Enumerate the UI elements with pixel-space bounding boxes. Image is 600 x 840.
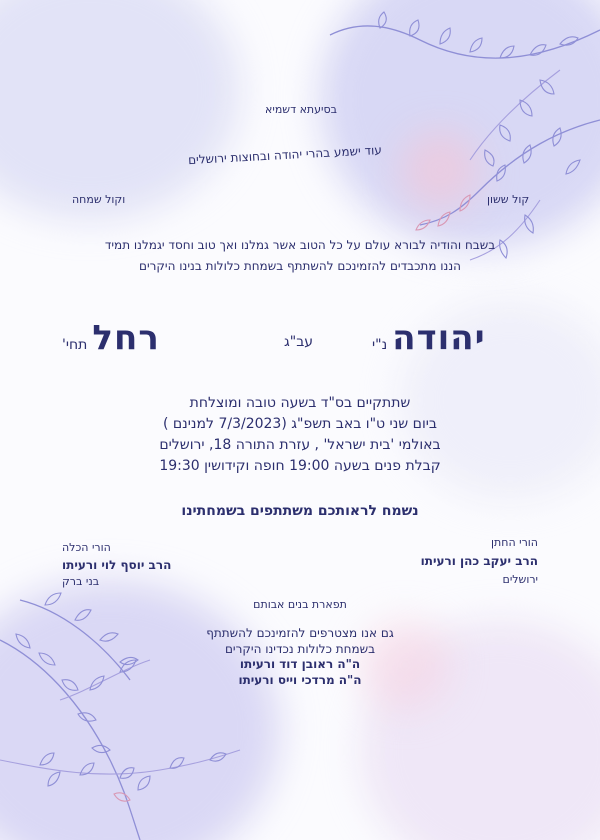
groom-parents-names: הרב יעקב כהן ורעיתו	[420, 554, 538, 568]
grandparents-name-1: ה"ה ראובן דוד ורעיתו	[239, 657, 361, 671]
grandparents-line-1: גם אנו מצטרפים להזמינכם להשתתף	[206, 626, 394, 640]
bride-parents-title: הורי הכלה	[62, 541, 111, 554]
bride-suffix: תחי'	[62, 337, 88, 353]
groom-suffix: נ"י	[372, 337, 388, 353]
intro-line-2: הננו מתכבדים להזמינכם להשתתף בשמחת כלולות בנינו היקרים	[139, 259, 461, 273]
intro-line-1: בשבח והודיה לבורא עולם על כל הטוב אשר גמלנו ואך טוב וחסד יגמלנו תמיד	[104, 238, 496, 252]
groom-parents-city: ירושלים	[502, 573, 538, 586]
kol-simcha-text: וקול שמחה	[72, 193, 126, 206]
welcome-text: נשמח לראותכם משתתפים בשמחתינו	[181, 503, 419, 519]
grandparents-name-2: ה"ה מרדכי וייס ורעיתו	[238, 673, 362, 687]
kol-sasson-text: קול ששון	[487, 193, 530, 206]
grandparents-title: תפארת בנים אבותם	[253, 598, 347, 611]
event-venue-line: באולמי 'בית ישראל' , עזרת התורה 18, ירושלים	[159, 437, 441, 453]
bride-name: רחל	[92, 318, 160, 358]
groom-parents-title: הורי החתן	[491, 536, 538, 549]
connector-text: עב"ג	[284, 334, 314, 350]
event-time-line: קבלת פנים בשעה 19:00 חופה וקידושין 19:30	[159, 458, 441, 474]
bride-name-group	[62, 318, 160, 358]
groom-name-group	[372, 318, 486, 358]
verse-text: עוד ישמע בהרי יהודה ובחוצות ירושלים	[187, 142, 383, 168]
bride-parents-city: בני ברק	[62, 575, 100, 588]
grandparents-line-2: בשמחת כלולות נכדינו היקרים	[224, 642, 376, 656]
besiyata-dishmaya-text: בסיעתא דשמיא	[265, 103, 338, 116]
event-line-1: שתתקיים בס"ד בשעה טובה ומוצלחת	[189, 395, 411, 411]
bride-parents-names: הרב יוסף לוי ורעיתו	[62, 558, 172, 572]
event-date-line: ביום שני ט"ו באב תשפ"ג (7/3/2023 למנינם )	[162, 416, 437, 432]
groom-name: יהודה	[392, 318, 486, 358]
